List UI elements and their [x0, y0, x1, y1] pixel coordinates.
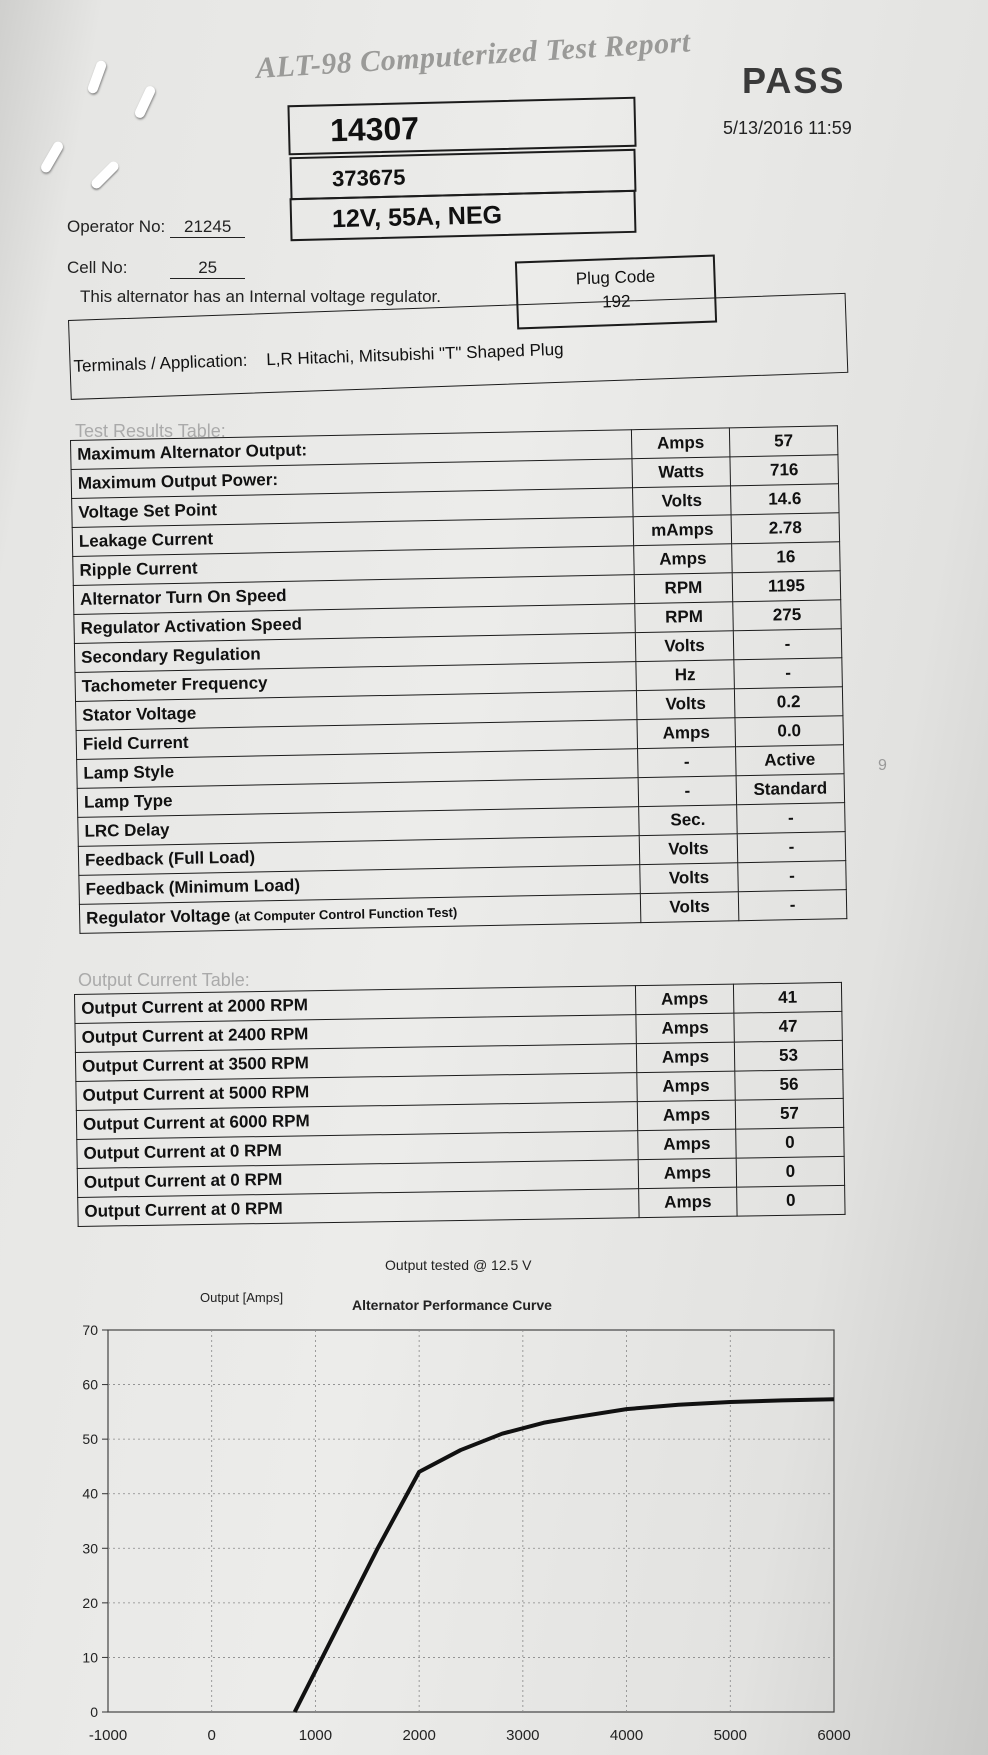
- value-cell: 0.0: [735, 716, 844, 747]
- parameter-name: Field Current: [82, 732, 189, 754]
- unit-cell: Amps: [631, 428, 730, 459]
- punch-mark: [133, 84, 156, 119]
- cell-row: [67, 258, 245, 279]
- unit-cell: Amps: [637, 1071, 735, 1102]
- value-cell: 14.6: [731, 484, 840, 515]
- parameter-note: (at Computer Control Function Test): [234, 904, 458, 924]
- x-tick-label: 5000: [713, 1727, 747, 1744]
- unit-cell: Volts: [639, 834, 738, 865]
- value-cell: 53: [734, 1040, 842, 1071]
- y-tick-label: 10: [82, 1649, 98, 1666]
- unit-cell: mAmps: [633, 515, 732, 546]
- parameter-name: Secondary Regulation: [80, 644, 261, 667]
- value-cell: 47: [734, 1011, 842, 1042]
- x-tick-label: 0: [207, 1727, 216, 1744]
- stray-mark: 9: [878, 757, 887, 774]
- unit-cell: Amps: [634, 544, 733, 575]
- parameter-name: Maximum Output Power:: [77, 470, 279, 493]
- y-tick-label: 60: [82, 1376, 98, 1393]
- parameter-name: Feedback (Full Load): [84, 847, 256, 870]
- unit-cell: Amps: [638, 1158, 736, 1189]
- value-cell: 56: [735, 1069, 843, 1100]
- value-cell: -: [733, 629, 842, 660]
- parameter-name: Voltage Set Point: [78, 500, 218, 522]
- punch-mark: [39, 140, 65, 174]
- parameter-name: Output Current at 0 RPM: [83, 1140, 282, 1163]
- value-cell: Standard: [736, 774, 845, 805]
- value-cell: 57: [729, 426, 838, 457]
- value-cell: Active: [736, 745, 845, 776]
- parameter-name: Output Current at 0 RPM: [84, 1198, 283, 1221]
- parameter-name: Ripple Current: [79, 558, 198, 580]
- x-tick-label: 2000: [402, 1727, 436, 1744]
- unit-cell: Amps: [635, 984, 733, 1015]
- operator-value: 21245: [170, 217, 245, 238]
- cell-label: Cell No:: [67, 258, 128, 277]
- parameter-name: Output Current at 2400 RPM: [81, 1024, 309, 1047]
- cell-value: 25: [170, 258, 245, 279]
- value-cell: -: [738, 890, 847, 921]
- unit-cell: Volts: [636, 689, 735, 720]
- parameter-name: Tachometer Frequency: [81, 673, 268, 696]
- x-tick-label: 4000: [609, 1727, 644, 1744]
- parameter-name: Feedback (Minimum Load): [85, 875, 301, 899]
- unit-cell: Volts: [635, 631, 734, 662]
- terminals-value: L,R Hitachi, Mitsubishi "T" Shaped Plug: [265, 339, 564, 370]
- y-tick-label: 20: [82, 1594, 98, 1611]
- punch-mark: [89, 159, 120, 190]
- parameter-name: Regulator Voltage: [86, 906, 231, 928]
- test-results-caption: Test Results Table:: [75, 421, 226, 441]
- terminals-box: [68, 293, 848, 400]
- unit-cell: Volts: [640, 892, 739, 923]
- report-datetime: 5/13/2016 11:59: [723, 118, 852, 138]
- id-secondary: 373675: [331, 164, 406, 192]
- unit-cell: RPM: [634, 573, 733, 604]
- value-cell: 41: [733, 982, 841, 1013]
- y-tick-label: 70: [82, 1322, 98, 1338]
- x-tick-label: 6000: [817, 1727, 851, 1744]
- value-cell: -: [734, 658, 843, 689]
- unit-cell: Volts: [640, 863, 739, 894]
- unit-cell: Amps: [636, 1042, 734, 1073]
- terminals-label: Terminals / Application:: [73, 350, 248, 376]
- x-tick-label: 3000: [506, 1727, 540, 1744]
- value-cell: 2.78: [731, 513, 840, 544]
- parameter-name: LRC Delay: [84, 820, 170, 841]
- value-cell: 1195: [732, 571, 841, 602]
- performance-curve: [295, 1399, 834, 1712]
- parameter-name: Lamp Type: [83, 791, 173, 812]
- output-current-table: [74, 982, 846, 1227]
- plug-code-label: Plug Code: [575, 266, 656, 289]
- x-tick-label: 1000: [298, 1727, 333, 1744]
- chart-caption: Output tested @ 12.5 V: [385, 1257, 532, 1273]
- parameter-name: Stator Voltage: [82, 703, 197, 725]
- unit-cell: Amps: [636, 1013, 734, 1044]
- value-cell: 57: [735, 1098, 843, 1129]
- operator-row: [67, 217, 245, 238]
- unit-cell: -: [638, 747, 737, 778]
- parameter-name: Maximum Alternator Output:: [77, 440, 308, 464]
- unit-cell: Amps: [637, 1100, 735, 1131]
- id-primary-box: [287, 97, 636, 155]
- value-cell: 0: [736, 1156, 844, 1187]
- spec-value: 12V, 55A, NEG: [331, 201, 503, 234]
- value-cell: -: [737, 832, 846, 863]
- value-cell: 0: [736, 1127, 844, 1158]
- parameter-name: Alternator Turn On Speed: [79, 585, 287, 609]
- x-tick-label: -1000: [88, 1727, 128, 1744]
- plug-code-value: 192: [601, 291, 631, 312]
- parameter-name: Output Current at 6000 RPM: [82, 1111, 310, 1134]
- status-badge: PASS: [742, 60, 846, 101]
- operator-label: Operator No:: [67, 217, 166, 236]
- parameter-name: Output Current at 0 RPM: [83, 1169, 283, 1192]
- parameter-name: Output Current at 3500 RPM: [81, 1053, 309, 1076]
- parameter-name: Regulator Activation Speed: [80, 614, 303, 638]
- test-results-table: [70, 425, 847, 934]
- parameter-name: Output Current at 5000 RPM: [82, 1082, 310, 1105]
- unit-cell: Amps: [637, 718, 736, 749]
- parameter-name: Output Current at 2000 RPM: [81, 995, 309, 1018]
- unit-cell: RPM: [635, 602, 734, 633]
- unit-cell: Volts: [633, 486, 732, 517]
- chart-ylabel: Output [Amps]: [200, 1290, 284, 1305]
- value-cell: 16: [732, 542, 841, 573]
- unit-cell: Hz: [636, 660, 735, 691]
- spec-box: [290, 190, 637, 241]
- id-primary: 14307: [329, 110, 420, 149]
- value-cell: 0: [737, 1185, 845, 1216]
- regulator-note: This alternator has an Internal voltage regulator.: [80, 287, 441, 306]
- output-current-caption: Output Current Table:: [78, 970, 250, 990]
- unit-cell: Amps: [639, 1187, 737, 1218]
- unit-cell: -: [638, 776, 737, 807]
- plot-frame: [108, 1330, 834, 1712]
- y-tick-label: 30: [82, 1540, 98, 1557]
- chart-title: Alternator Performance Curve: [352, 1297, 552, 1313]
- value-cell: -: [738, 861, 847, 892]
- value-cell: 275: [733, 600, 842, 631]
- parameter-name: Lamp Style: [83, 762, 175, 783]
- unit-cell: Sec.: [639, 805, 738, 836]
- unit-cell: Watts: [632, 457, 731, 488]
- y-tick-label: 0: [90, 1704, 98, 1720]
- report-title: ALT-98 Computerized Test Report: [255, 25, 692, 85]
- y-tick-label: 50: [82, 1431, 98, 1448]
- y-tick-label: 40: [82, 1485, 98, 1502]
- value-cell: -: [737, 803, 846, 834]
- value-cell: 716: [730, 455, 839, 486]
- parameter-name: Leakage Current: [78, 529, 214, 551]
- punch-mark: [86, 59, 107, 94]
- unit-cell: Amps: [638, 1129, 736, 1160]
- value-cell: 0.2: [734, 687, 843, 718]
